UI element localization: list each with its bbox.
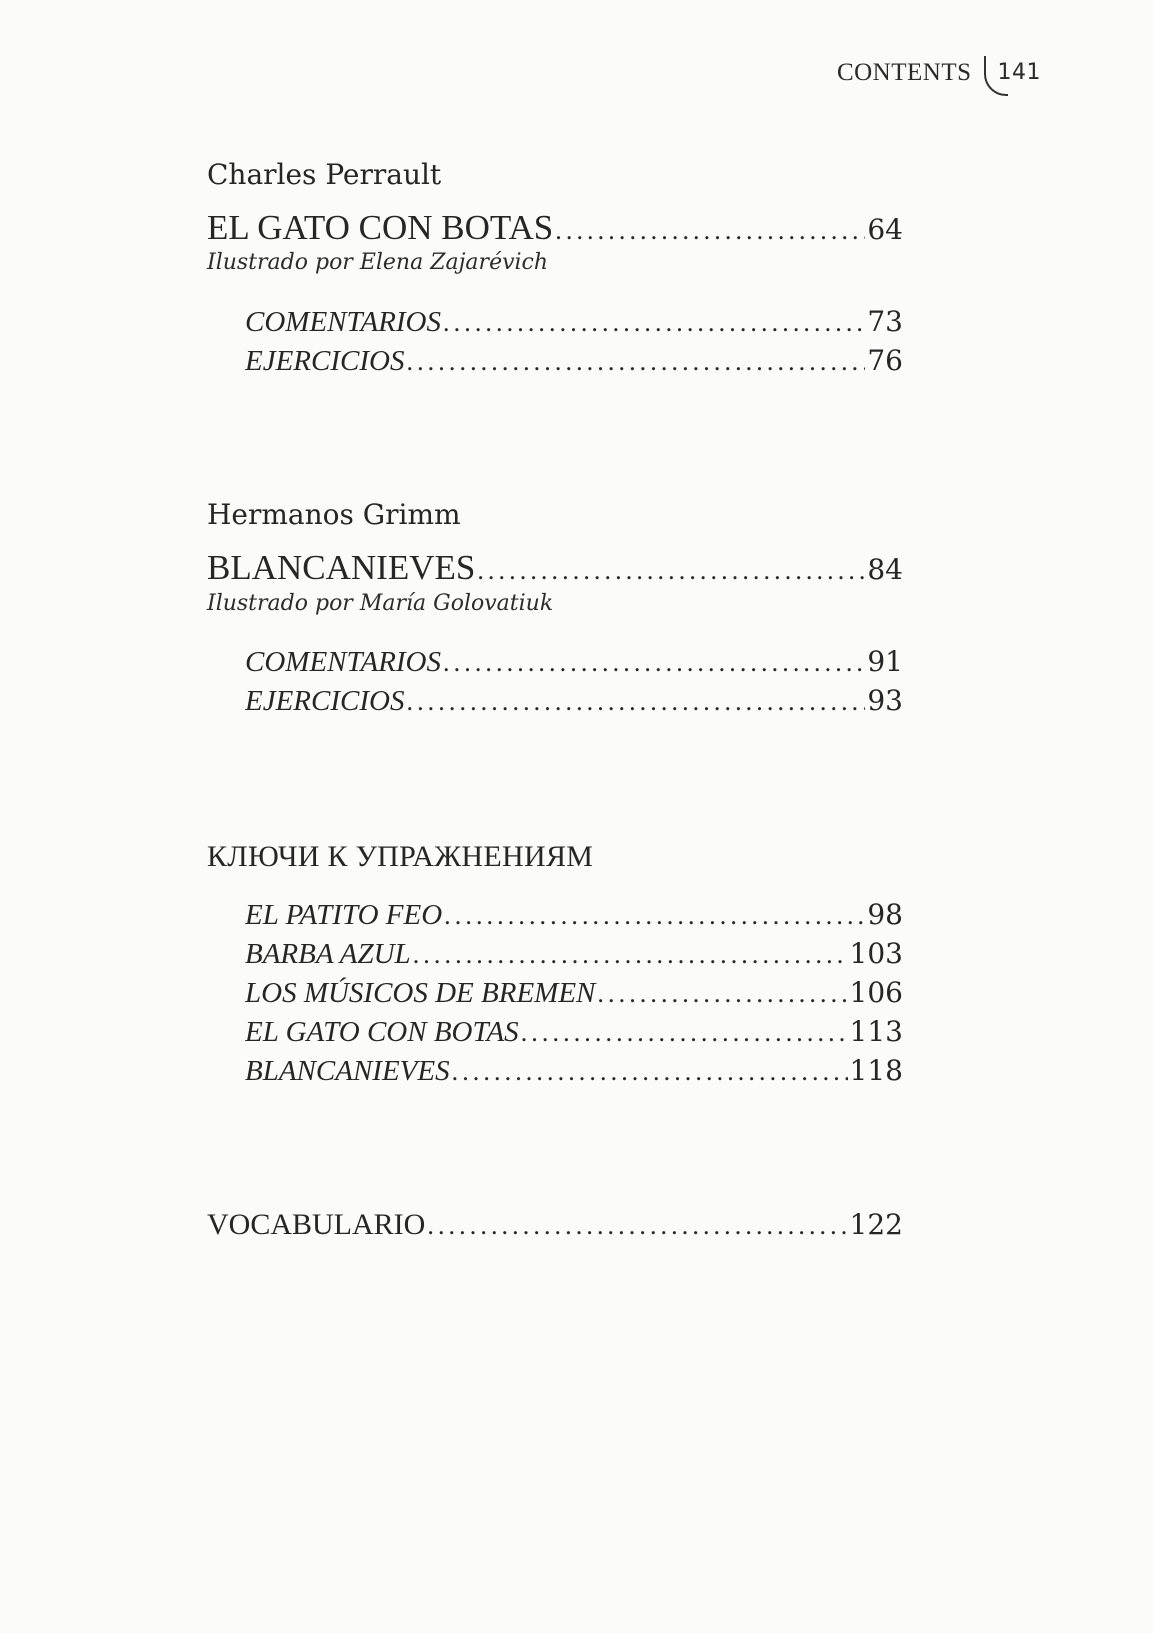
dot-leader [427, 1208, 847, 1242]
toc-entry-page: 91 [867, 645, 903, 678]
toc-entry-key[interactable] [245, 1054, 903, 1088]
running-header [837, 58, 1045, 88]
toc-entry-sub[interactable] [245, 305, 903, 339]
dot-leader [477, 548, 865, 588]
toc-entry-page: 113 [849, 1015, 903, 1048]
toc-entry-key[interactable] [245, 937, 903, 971]
section-illustrator: Ilustrado por Elena Zajarévich [207, 250, 549, 275]
toc-entry-title: LOS MÚSICOS DE BREMEN [245, 977, 596, 1009]
dot-leader [413, 938, 848, 971]
toc-entry-vocabulary[interactable] [207, 1208, 903, 1242]
section-author: Charles Perrault [207, 158, 442, 191]
toc-entry-page: 122 [849, 1208, 903, 1241]
dot-leader [406, 685, 865, 718]
toc-entry-page: 73 [867, 305, 903, 338]
toc-entry-page: 118 [849, 1054, 903, 1087]
toc-entry-title: COMENTARIOS [245, 646, 442, 678]
section-author: Hermanos Grimm [207, 498, 461, 531]
dot-leader [406, 345, 865, 378]
dot-leader [443, 646, 865, 679]
toc-entry-page: 106 [849, 976, 903, 1009]
toc-entry-title: EL GATO CON BOTAS [245, 1016, 519, 1048]
dot-leader [555, 208, 865, 248]
toc-entry-main[interactable] [207, 548, 903, 588]
dot-leader [444, 899, 865, 932]
toc-entry-page: 64 [867, 213, 903, 246]
toc-entry-page: 98 [867, 898, 903, 931]
toc-entry-title: EJERCICIOS [245, 345, 405, 377]
dot-leader [521, 1016, 848, 1049]
toc-entry-title: BARBA AZUL [245, 938, 411, 970]
section-illustrator: Ilustrado por María Golovatiuk [207, 591, 554, 616]
toc-entry-title: EL PATITO FEO [245, 899, 443, 931]
toc-entry-key[interactable] [245, 1015, 903, 1049]
toc-entry-title: EL GATO CON BOTAS [207, 208, 554, 247]
toc-entry-sub[interactable] [245, 344, 903, 378]
keys-heading: КЛЮЧИ К УПРАЖНЕНИЯМ [207, 840, 594, 873]
toc-entry-main[interactable] [207, 208, 903, 248]
toc-entry-page: 93 [867, 684, 903, 717]
toc-entry-key[interactable] [245, 976, 903, 1010]
dot-leader [452, 1055, 848, 1088]
toc-entry-title: VOCABULARIO [207, 1208, 426, 1241]
toc-entry-page: 103 [849, 937, 903, 970]
page-number: 141 [984, 58, 1046, 88]
toc-entry-key[interactable] [245, 898, 903, 932]
running-header-title: CONTENTS [836, 59, 972, 86]
toc-entry-title: BLANCANIEVES [207, 548, 476, 587]
toc-entry-title: BLANCANIEVES [245, 1055, 450, 1087]
toc-entry-sub[interactable] [245, 684, 903, 718]
toc-entry-title: COMENTARIOS [245, 306, 442, 338]
dot-leader [443, 306, 865, 339]
toc-entry-sub[interactable] [245, 645, 903, 679]
toc-entry-page: 84 [867, 553, 903, 586]
toc-entry-page: 76 [867, 344, 903, 377]
toc-entry-title: EJERCICIOS [245, 685, 405, 717]
dot-leader [597, 977, 847, 1010]
